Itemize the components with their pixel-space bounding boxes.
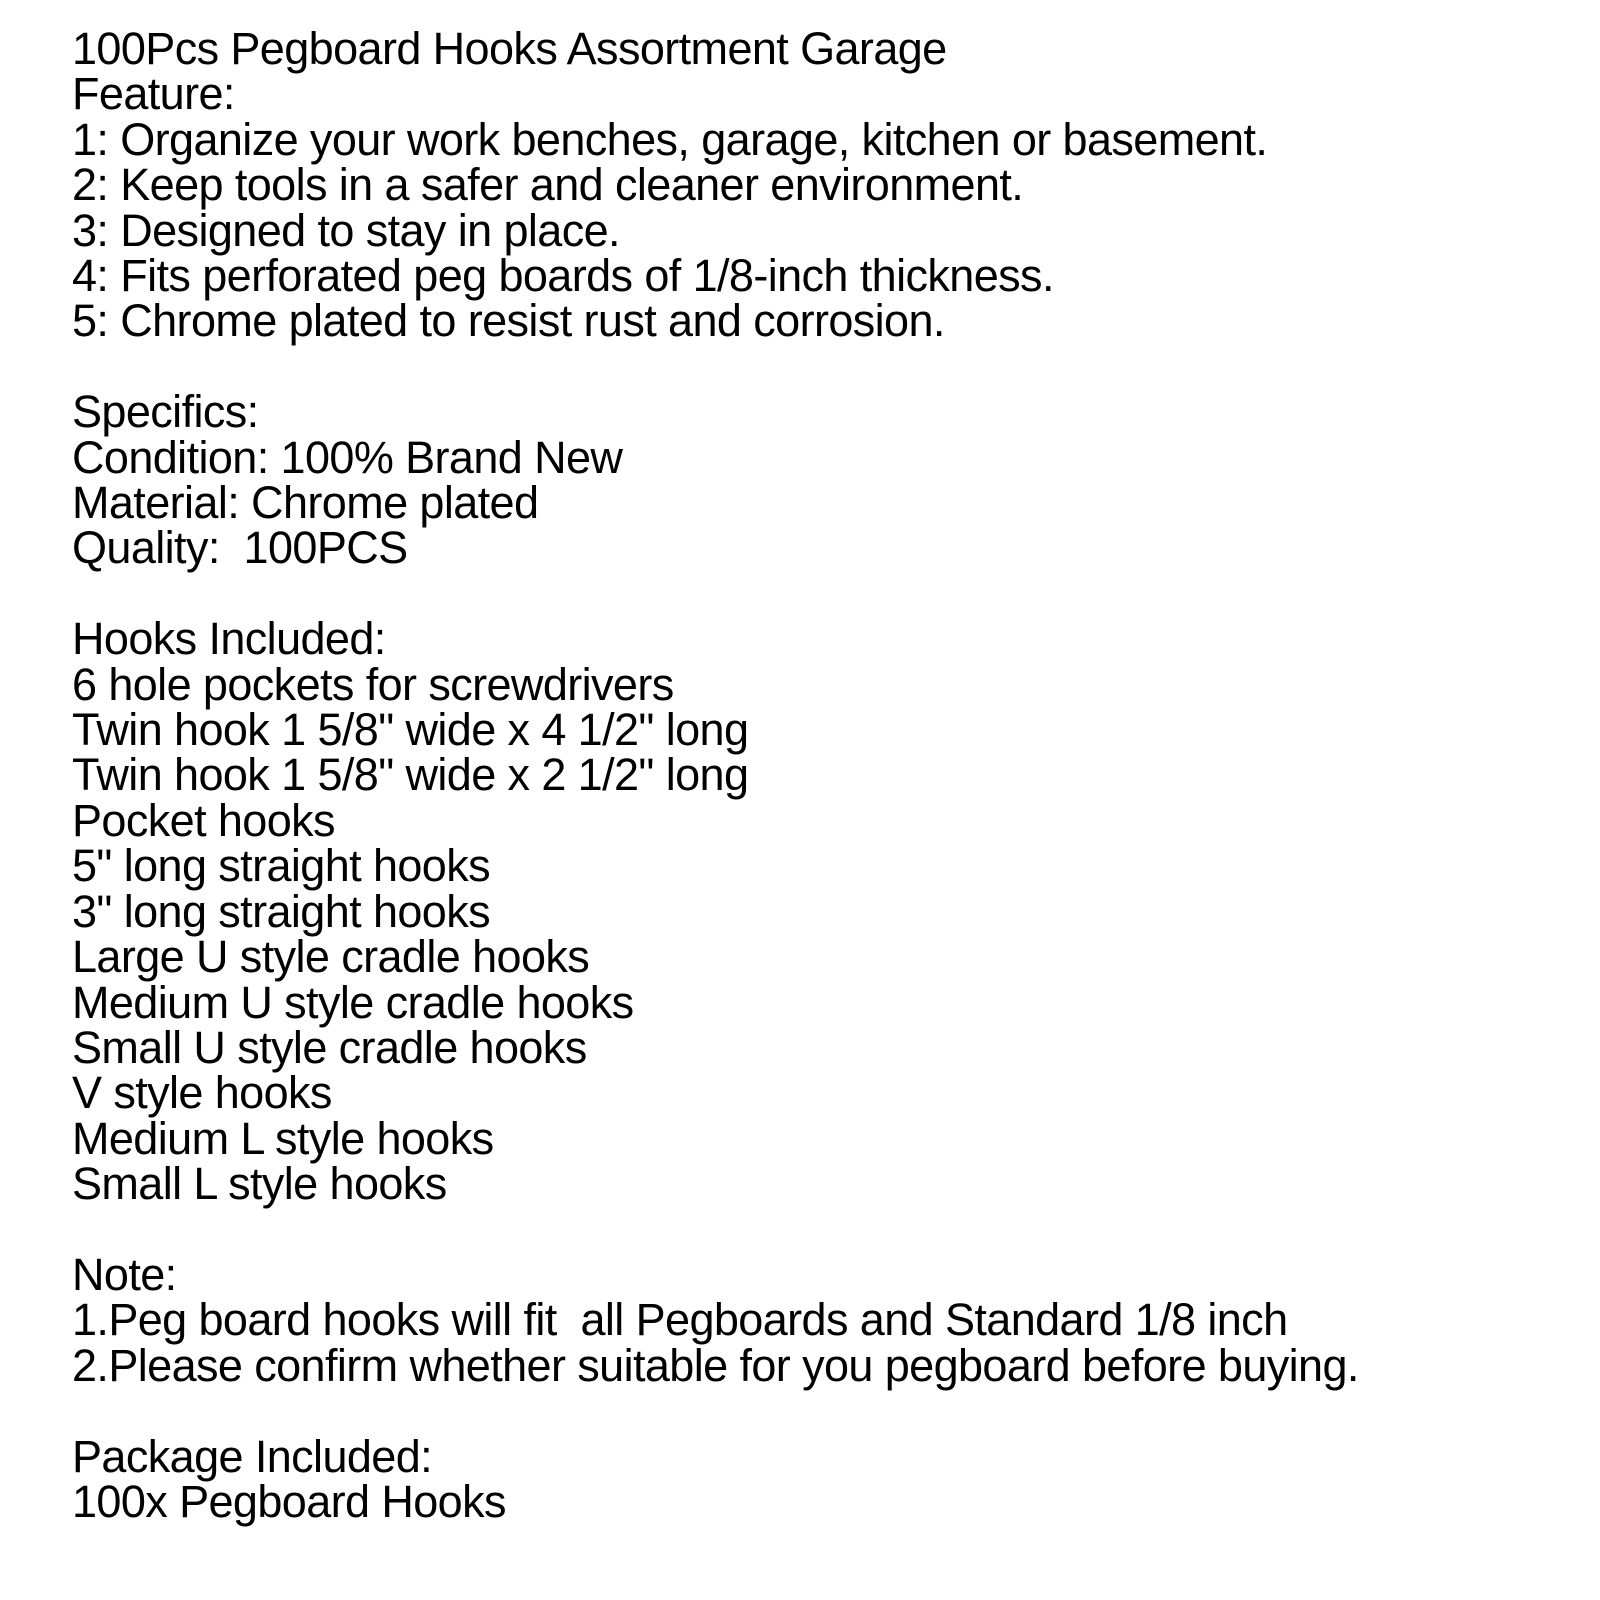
section-spacer (72, 344, 1572, 389)
note-section (72, 1248, 1572, 1391)
specifics-section (72, 386, 1572, 574)
specifics-header: Specifics: (72, 386, 259, 438)
note-item: 2.Please confirm whether suitable for you pegboard before buying. (72, 1339, 1359, 1391)
specifics-item-condition: Condition: 100% Brand New (72, 431, 623, 483)
hook-item: 5" long straight hooks (72, 840, 491, 892)
hook-item: Small L style hooks (72, 1158, 447, 1210)
specifics-item-quality: Quality: 100PCS (72, 522, 408, 574)
feature-item: 2: Keep tools in a safer and cleaner environment. (72, 159, 1024, 211)
product-title: 100Pcs Pegboard Hooks Assortment Garage (72, 23, 947, 74)
package-section (72, 1430, 1572, 1527)
feature-item: 3: Designed to stay in place. (72, 204, 620, 256)
note-header: Note: (72, 1248, 177, 1300)
feature-item: 4: Fits perforated peg boards of 1/8-inch thickness. (72, 250, 1054, 302)
hook-item: Small U style cradle hooks (72, 1021, 587, 1073)
hook-item: Medium L style hooks (72, 1112, 494, 1164)
note-item: 1.Peg board hooks will fit all Pegboards and Standard 1/8 inch (72, 1294, 1288, 1346)
product-description (72, 23, 1572, 1527)
hook-item: Large U style cradle hooks (72, 931, 590, 983)
feature-item: 5: Chrome plated to resist rust and corrosion. (72, 295, 945, 347)
hook-item: Pocket hooks (72, 794, 335, 846)
hook-item: V style hooks (72, 1067, 332, 1119)
hook-item: 6 hole pockets for screwdrivers (72, 658, 674, 710)
hook-item: Twin hook 1 5/8" wide x 2 1/2" long (72, 749, 749, 801)
section-spacer (72, 1207, 1572, 1252)
hooks-section (72, 613, 1572, 1210)
package-item: 100x Pegboard Hooks (72, 1475, 506, 1527)
section-spacer (72, 571, 1572, 616)
package-header: Package Included: (72, 1430, 433, 1482)
hook-item: 3" long straight hooks (72, 885, 491, 937)
hook-item: Twin hook 1 5/8" wide x 4 1/2" long (72, 704, 749, 756)
feature-header: Feature: (72, 68, 235, 120)
hook-item: Medium U style cradle hooks (72, 976, 634, 1028)
specifics-item-material: Material: Chrome plated (72, 477, 539, 529)
feature-item: 1: Organize your work benches, garage, kitchen or basement. (72, 113, 1268, 165)
feature-section (72, 68, 1572, 347)
hooks-header: Hooks Included: (72, 613, 386, 665)
section-spacer (72, 1388, 1572, 1433)
